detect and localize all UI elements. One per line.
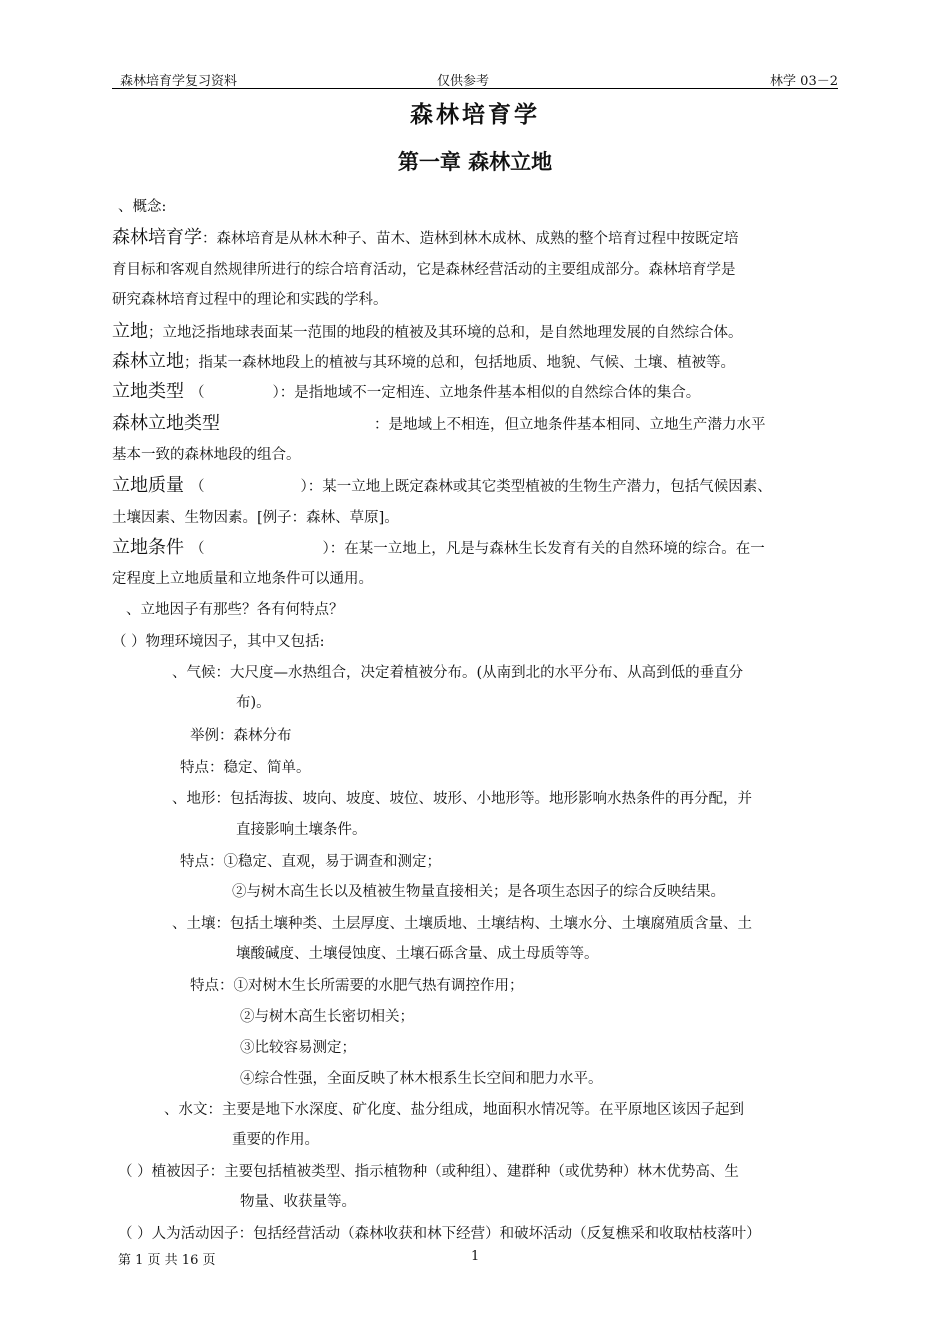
section-concepts: 、概念:: [118, 199, 167, 215]
terrain-line: 直接影响土壤条件。: [236, 822, 367, 838]
def-site: [112, 322, 743, 343]
soil-line: 壤酸碱度、土壤侵蚀度、土壤石砾含量、成土母质等等。: [236, 946, 599, 962]
term: 立地: [112, 321, 148, 342]
soil-feature: ④综合性强，全面反映了林木根系生长空间和肥力水平。: [240, 1071, 603, 1087]
soil-line: 、土壤：包括土壤种类、土层厚度、土壤质地、土壤结构、土壤水分、土壤腐殖质含量、土: [172, 916, 752, 932]
def-silviculture: [112, 228, 739, 249]
text-line: 基本一致的森林地段的组合。: [112, 447, 301, 463]
term: 立地质量: [112, 475, 184, 496]
text: ）：是指地域不一定相连、立地条件基本相似的自然综合体的集合。: [272, 385, 701, 401]
text: ）：某一立地上既定森林或其它类型植被的生物生产潜力，包括气候因素、: [300, 479, 772, 495]
soil-feature: 特点：①对树木生长所需要的水肥气热有调控作用；: [190, 978, 524, 994]
text: ；立地泛指地球表面某一范围的地段的植被及其环境的总和，是自然地理发展的自然综合体。: [148, 325, 743, 341]
section-factors: 、立地因子有那些？各有何特点？: [126, 602, 344, 618]
text: ；指某一森林地段上的植被与其环境的总和，包括地质、地貌、气候、土壤、植被等。: [184, 355, 735, 371]
page-number: 1: [471, 1249, 480, 1264]
term: 立地类型: [112, 381, 184, 402]
hydro-line: 、水文：主要是地下水深度、矿化度、盐分组成，地面积水情况等。在平原地区该因子起到: [164, 1102, 744, 1118]
page-title: 森林培育学: [410, 102, 540, 128]
def-site-type: [112, 382, 700, 403]
terrain-feature: ②与树木高生长以及植被生物量直接相关；是各项生态因子的综合反映结果。: [232, 884, 725, 900]
text: （: [190, 385, 205, 401]
page-header: [112, 70, 838, 89]
def-site-condition: [112, 538, 765, 559]
term: 森林立地: [112, 351, 184, 372]
text-line: 育目标和客观自然规律所进行的综合培育活动，它是森林经营活动的主要组成部分。森林培育学是: [112, 262, 736, 278]
page-count: 第 1 页 共 16 页: [118, 1253, 216, 1268]
text: ：森林培育是从林木种子、苗木、造林到林木成林、成熟的整个培育过程中按既定培: [202, 231, 739, 247]
def-forest-site-type: [112, 414, 766, 435]
soil-feature: ③比较容易测定；: [240, 1040, 356, 1056]
soil-feature: ②与树木高生长密切相关；: [240, 1009, 414, 1025]
physical-factors: （ ）物理环境因子，其中又包括:: [112, 634, 325, 650]
climate-line: 布)。: [236, 695, 271, 711]
header-middle: 仅供参考: [437, 74, 490, 89]
text: ：是地域上不相连，但立地条件基本相同、立地生产潜力水平: [374, 417, 766, 433]
vegetation-factors: （ ）植被因子：主要包括植被类型、指示植物种（或种组）、建群种（或优势种）林木优势高、生: [118, 1164, 739, 1180]
term: 森林立地类型: [112, 413, 220, 434]
terrain-line: 、地形：包括海拔、坡向、坡度、坡位、坡形、小地形等。地形影响水热条件的再分配，并: [172, 791, 752, 807]
term: 立地条件: [112, 537, 184, 558]
climate-example: 举例：森林分布: [190, 728, 292, 744]
human-factors: （ ）人为活动因子：包括经营活动（森林收获和林下经营）和破坏活动（反复樵采和收取枯枝落叶）: [118, 1226, 761, 1242]
terrain-feature: 特点：①稳定、直观，易于调查和测定；: [180, 854, 441, 870]
header-right: 林学 03－2: [770, 74, 838, 89]
climate-line: 、气候：大尺度—水热组合，决定着植被分布。(从南到北的水平分布、从高到低的垂直分: [172, 665, 744, 681]
header-left: 森林培育学复习资料: [120, 74, 238, 89]
text: ）：在某一立地上，凡是与森林生长发育有关的自然环境的综合。在一: [322, 541, 765, 557]
term: 森林培育学: [112, 227, 202, 248]
def-forest-site: [112, 352, 735, 373]
text: （: [190, 541, 205, 557]
climate-feature: 特点：稳定、简单。: [180, 760, 311, 776]
text: （: [190, 479, 205, 495]
def-site-quality: [112, 476, 772, 497]
vegetation-line: 物量、收获量等。: [240, 1194, 356, 1210]
text-line: 定程度上立地质量和立地条件可以通用。: [112, 571, 373, 587]
text-line: 土壤因素、生物因素。[例子：森林、草原]。: [112, 510, 399, 526]
hydro-line: 重要的作用。: [232, 1132, 319, 1148]
chapter-title: 第一章 森林立地: [397, 150, 553, 174]
text-line: 研究森林培育过程中的理论和实践的学科。: [112, 292, 388, 308]
